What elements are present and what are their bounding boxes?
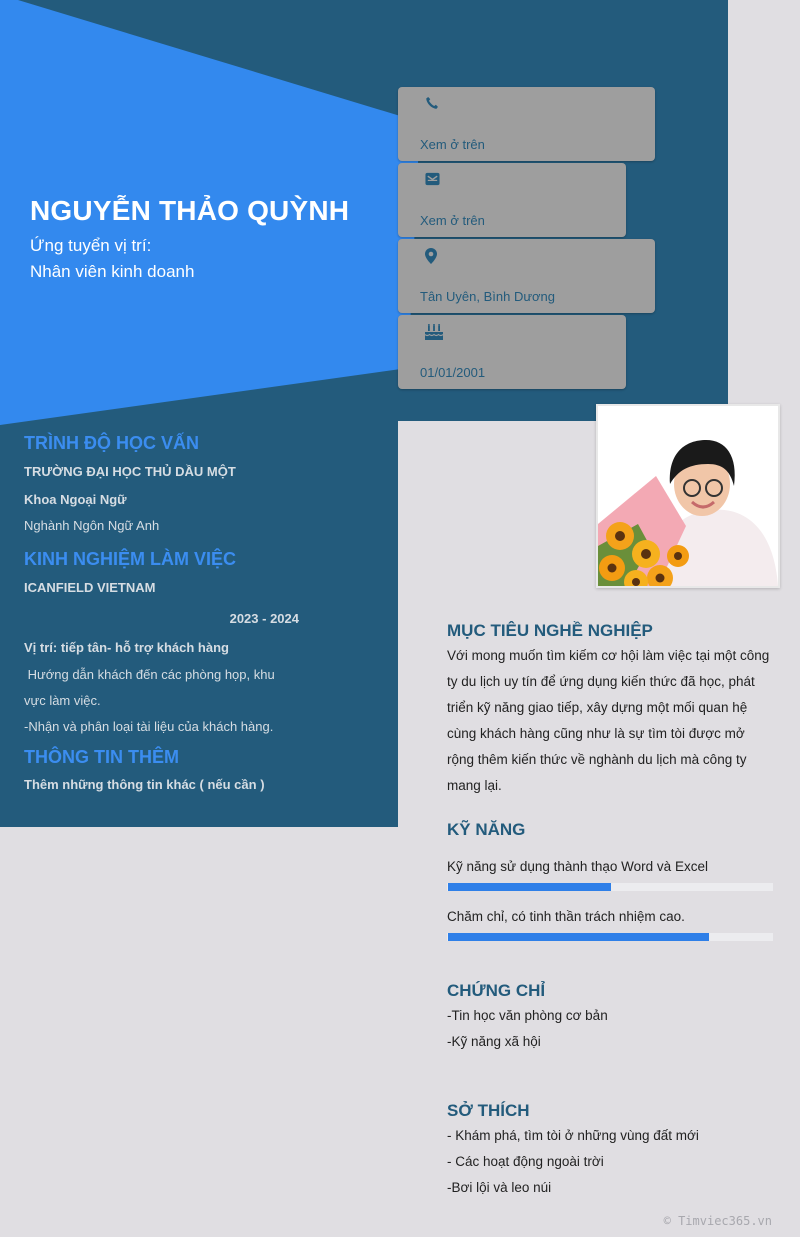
skill-bar-fill-2 xyxy=(448,933,709,941)
contact-phone-text: Xem ở trên xyxy=(420,137,485,152)
birthday-cake-icon xyxy=(425,324,443,340)
hobby-item-3: -Bơi lội và leo núi xyxy=(447,1180,552,1195)
skill-bar-2 xyxy=(447,933,773,941)
experience-section xyxy=(24,549,354,740)
contact-phone-card xyxy=(398,87,655,161)
skill-bar-fill-1 xyxy=(448,883,611,891)
hobby-item-2: - Các hoạt động ngoài trời xyxy=(447,1154,604,1169)
experience-title: KINH NGHIỆM LÀM VIỆC xyxy=(24,549,237,569)
footer-watermark: © Timviec365.vn xyxy=(663,1214,772,1228)
skill-label-2: Chăm chỉ, có tinh thần trách nhiệm cao. xyxy=(447,909,685,924)
objective-section xyxy=(447,621,773,799)
contact-birthday-text: 01/01/2001 xyxy=(420,365,486,380)
skills-title: KỸ NĂNG xyxy=(447,820,526,839)
skills-section xyxy=(447,820,773,941)
skill-label-1: Kỹ năng sử dụng thành thạo Word và Excel xyxy=(447,859,708,874)
certificates-section xyxy=(447,981,773,1055)
apply-block xyxy=(30,233,194,285)
objective-text: Với mong muốn tìm kiếm cơ hội làm việc tại một công ty du lịch uy tín để ứng dụng kiến thức đã học, phát triển kỹ năng giao tiếp, xây dựng một mối quan hệ cùng khách hàng cũng như là sự tìm tòi được mở rộng thêm kiến thức về nghành du lịch mà công ty mang lại. xyxy=(447,648,770,793)
hobbies-section xyxy=(447,1101,773,1201)
experience-company: ICANFIELD VIETNAM xyxy=(24,580,156,595)
education-faculty: Khoa Ngoại Ngữ xyxy=(24,492,127,507)
extra-info-text: Thêm những thông tin khác ( nếu cần ) xyxy=(24,777,265,792)
experience-duty-2: -Nhận và phân loại tài liệu của khách hàng. xyxy=(24,719,274,734)
education-title: TRÌNH ĐỘ HỌC VẤN xyxy=(24,433,199,453)
education-major: Nghành Ngôn Ngữ Anh xyxy=(24,518,160,533)
certificate-item-2: -Kỹ năng xã hội xyxy=(447,1034,541,1049)
hobbies-title: SỞ THÍCH xyxy=(447,1101,530,1120)
contact-address-text: Tân Uyên, Bình Dương xyxy=(420,289,556,304)
apply-position: Nhân viên kinh doanh xyxy=(30,262,195,281)
map-marker-icon xyxy=(425,248,437,264)
certificate-item-1: -Tin học văn phòng cơ bản xyxy=(447,1008,608,1023)
contact-email-text: Xem ở trên xyxy=(420,213,485,228)
experience-duty-1: Hướng dẫn khách đến các phòng họp, khu vực làm việc. xyxy=(24,667,279,708)
certificates-title: CHỨNG CHỈ xyxy=(447,981,546,1000)
hobby-item-1: - Khám phá, tìm tòi ở những vùng đất mới xyxy=(447,1128,699,1143)
candidate-name: NGUYỄN THẢO QUỲNH xyxy=(30,195,350,226)
contact-email-card xyxy=(398,163,626,237)
objective-title: MỤC TIÊU NGHỀ NGHIỆP xyxy=(447,621,653,640)
apply-label: Ứng tuyển vị trí: xyxy=(30,236,152,255)
experience-period: 2023 - 2024 xyxy=(229,611,299,626)
envelope-icon xyxy=(425,172,440,186)
profile-photo xyxy=(596,404,780,588)
phone-icon xyxy=(425,96,439,110)
extra-info-section xyxy=(24,747,354,792)
contact-birthday-card xyxy=(398,315,626,389)
skill-bar-1 xyxy=(447,883,773,891)
extra-info-title: THÔNG TIN THÊM xyxy=(24,747,179,767)
contact-address-card xyxy=(398,239,655,313)
education-section xyxy=(24,433,354,533)
education-school: TRƯỜNG ĐẠI HỌC THỦ DẦU MỘT xyxy=(24,464,236,479)
experience-role: Vị trí: tiếp tân- hỗ trợ khách hàng xyxy=(24,640,229,655)
